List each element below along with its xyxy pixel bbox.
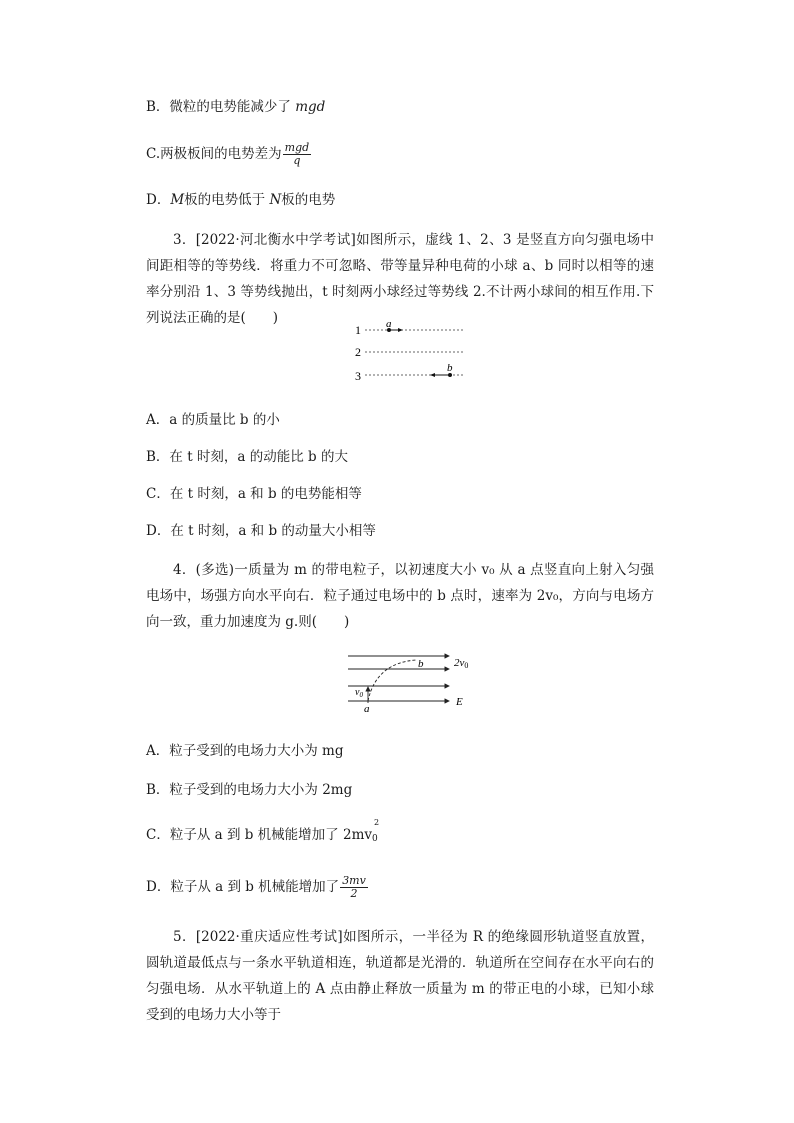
fraction-denominator: q	[293, 154, 301, 167]
fraction-numerator: mgd	[284, 141, 310, 154]
q4-option-c	[146, 818, 382, 848]
q2-option-d-m: M	[170, 192, 185, 208]
end-velocity-label: 2v0	[454, 657, 469, 670]
q4-option-d-text: D．粒子从 a 到 b 机械能增加了	[146, 879, 340, 895]
line-label-3: 3	[355, 369, 361, 383]
q4-stem-text: 4．(多选)一质量为 m 的带电粒子，以初速度大小 v₀ 从 a 点竖直向上射入匀强电场中，场强方向水平向右．粒子通过电场中的 b 点时，速率为 2v₀，方向与电场方向一致，重力加速度为 g.则( )	[146, 562, 654, 630]
q4-option-d	[146, 872, 368, 902]
q2-option-d-mid: 板的电势低于	[184, 192, 270, 208]
point-b-label: b	[418, 658, 424, 670]
ball-a-arrowhead	[398, 328, 403, 332]
q3-option-c: C．在 t 时刻，a 和 b 的电势能相等	[146, 486, 362, 502]
ball-a-label: a	[386, 318, 392, 330]
q4-option-d-fraction	[340, 875, 368, 900]
line-label-2: 2	[355, 345, 361, 359]
q3-option-b: B．在 t 时刻，a 的动能比 b 的大	[146, 449, 348, 465]
q2-option-b-expr: mgd	[295, 99, 326, 115]
fraction-denominator: 2	[350, 887, 358, 900]
ball-b-label: b	[447, 362, 453, 374]
q4-option-c-sup: 2	[374, 818, 380, 827]
line-label-1: 1	[355, 323, 361, 337]
q4-stem	[146, 557, 654, 635]
q2-option-b-text: B．微粒的电势能减少了	[146, 99, 296, 115]
q4-figure	[346, 651, 476, 715]
q2-option-c-text: C.两极板间的电势差为	[146, 146, 282, 162]
q2-option-d-n: N	[269, 192, 282, 208]
ball-b-arrowhead	[430, 373, 435, 377]
q4-option-c-sub: 0	[372, 834, 378, 844]
fraction-numerator: 3mv	[342, 874, 366, 887]
q2-option-c-fraction	[283, 142, 312, 167]
initial-velocity-label: $v_0$	[355, 687, 363, 699]
q3-option-a: A．a 的质量比 b 的小	[146, 412, 280, 428]
point-a-label: a	[364, 703, 370, 715]
q4-option-c-text: C．粒子从 a 到 b 机械能增加了 2mv	[146, 827, 372, 843]
q2-option-b	[146, 98, 325, 116]
q5-stem	[146, 924, 654, 1028]
trajectory-curve	[368, 660, 416, 701]
q3-stem-text: 3．[2022·河北衡水中学考试]如图所示，虚线 1、2、3 是竖直方向匀强电场中间距相等的等势线．将重力不可忽略、带等量异种电荷的小球 a、b 同时以相等的速率分别沿 1、3 等势线抛出，t 时刻两小球经过等势线 2.不计两小球间的相互作用.下列说法正确的是( )	[146, 232, 654, 326]
q2-option-c	[146, 140, 311, 168]
q4-option-a: A．粒子受到的电场力大小为 mg	[146, 743, 344, 759]
q3-figure	[352, 318, 472, 386]
q5-stem-text: 5．[2022·重庆适应性考试]如图所示，一半径为 R 的绝缘圆形轨道竖直放置，圆轨道最低点与一条水平轨道相连，轨道都是光滑的．轨道所在空间存在水平向右的匀强电场．从水平轨道上的 A 点由静止释放一质量为 m 的带正电的小球，已知小球受到的电场力大小等于	[146, 929, 654, 1023]
field-label: E	[456, 696, 463, 708]
q3-stem	[146, 227, 654, 331]
q3-option-d: D．在 t 时刻，a 和 b 的动量大小相等	[146, 523, 376, 539]
q2-option-d	[146, 191, 335, 209]
q4-option-b: B．粒子受到的电场力大小为 2mg	[146, 782, 353, 798]
q2-option-d-prefix: D．	[146, 192, 171, 208]
q2-option-d-tail: 板的电势	[281, 192, 336, 208]
